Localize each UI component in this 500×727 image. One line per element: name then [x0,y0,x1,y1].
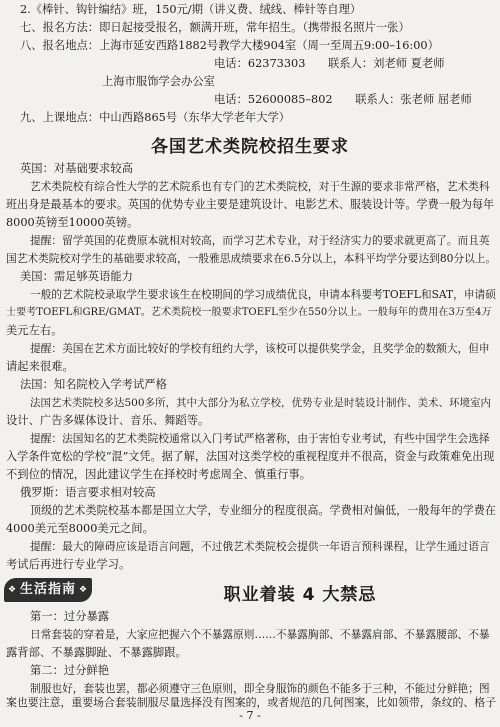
paragraph-line: 顶级的艺术类院校基本都是国立大学，专业细分的程度很高。学费相对偏低，一般每年的学费在 [30,504,496,517]
paragraph-line: 日常套装的穿着是，大家应把握六个不暴露原则……不暴露胸部、不暴露肩部、不暴露腰部、不暴 [30,628,490,641]
text-line-signup-location: 八、报名地点：上海市延安西路1882号教学大楼904室（周一至周五9:00–16:00） [20,39,439,52]
paragraph-line: 不到位的情况，因此建议学生在择校时考虑周全、慎重行事。 [6,468,312,481]
paragraph-line: 8000英镑至10000英镑。 [6,216,139,229]
paragraph-line: 第一：过分暴露 [30,610,110,623]
badge-label: 生活指南 [19,582,76,597]
text-line-phone-1: 电话：62373303 联系人：刘老师 夏老师 [214,57,445,70]
life-guide-badge [4,578,92,602]
paragraph-line: 请起来很难。 [6,360,74,373]
paragraph-line: 英国：对基础要求较高 [20,162,133,175]
ornament-icon: ❖ [8,585,17,595]
text-line-signup-method: 七、报名方法：即日起接受报名，额满开班，常年招生。（携带报名照片一张） [20,21,410,34]
text-line-phone-2: 电话：52600085–802 联系人：张老师 屈老师 [214,93,472,106]
paragraph-line: 士要考TOEFL和GRE/GMAT。艺术类院校一般要求TOEFL至少在550分以上。一般每年的费用在3万至4万 [6,307,492,318]
paragraph-line: 一般的艺术院校录取学生要求该生在校期间的学习成绩优良，申请本科要考TOEFL和SAT，申请硕 [30,288,496,301]
paragraph-line: 法国艺术类院校多达500多所，其中大部分为私立学校，优势专业是时装设计制作、美术、环境室内 [30,397,492,409]
paragraph-line: 国艺术类院校对学生的基础要求较高，一般雅思成绩要求在6.5分以上，本科平均学分要达到80分以上。 [6,252,497,265]
ornament-icon: ❖ [79,585,88,595]
paragraph-line: 考试后再进行专业学习。 [6,558,131,571]
paragraph-line: 第二：过分鲜艳 [30,664,110,677]
section-title-dress-taboos: 职业着装 4 大禁忌 [223,585,377,605]
paragraph-line: 艺术类院校有综合性大学的艺术院系也有专门的艺术类院校，对于生源的要求非常严格，艺术类科 [30,180,490,193]
text-line-course: 2.《棒针、钩针编结》班，150元/期（讲义费、绒线、棒针等自理） [20,3,362,16]
paragraph-line: 提醒：美国在艺术方面比较好的学校有纽约大学，该校可以提供奖学金，且奖学金的数额大，但申 [30,342,490,355]
paragraph-line: 班出身是最基本的要求。英国的优势专业主要是建筑设计、电影艺术、服装设计等。学费一般为每年 [6,198,495,211]
paragraph-line: 制服也好，套装也罢，都必须遵守三色原则，即全身服饰的颜色不能多于三种，不能过分鲜艳；图 [30,682,490,695]
page-number: - 7 - [239,709,261,722]
paragraph-line: 俄罗斯：语言要求相对较高 [20,486,156,499]
paragraph-line: 案也要注意，重要场合套装制服尽量选择没有图案的，或者规范的几何图案，比如领带，条纹的、格子 [6,696,497,709]
paragraph-line: 提醒：留学英国的花费原本就相对较高，而学习艺术专业，对于经济实力的要求就更高了。而且英 [30,234,490,247]
paragraph-line: 法国：知名院校入学考试严格 [20,378,167,391]
paragraph-line: 入学条件宽松的学校“混”文凭。据了解，法国对这类学校的重视程度并不很高，资金与政策难免出现 [6,450,495,463]
section-title-art-schools: 各国艺术类院校招生要求 [151,137,349,157]
paragraph-line: 露背部、不暴露脚趾、不暴露脚跟。 [6,646,187,659]
paragraph-line: 4000美元至8000美元之间。 [6,522,154,535]
paragraph-line: 美国：需足够英语能力 [20,270,133,283]
paragraph-line: 设计、广告多媒体设计、音乐、舞蹈等。 [6,414,210,427]
paragraph-line: 美元左右。 [6,324,63,337]
paragraph-line: 提醒：法国知名的艺术类院校通常以入门考试严格著称，由于害怕专业考试，有些中国学生会选择 [30,432,490,445]
paragraph-line: 提醒：最大的障碍应该是语言问题，不过俄艺术类院校会提供一年语言预科课程，让学生通过语言 [30,540,490,553]
text-line-class-location: 九、上课地点：中山西路865号（东华大学老年大学） [20,111,291,124]
text-line-office: 上海市服饰学会办公室 [102,75,215,88]
